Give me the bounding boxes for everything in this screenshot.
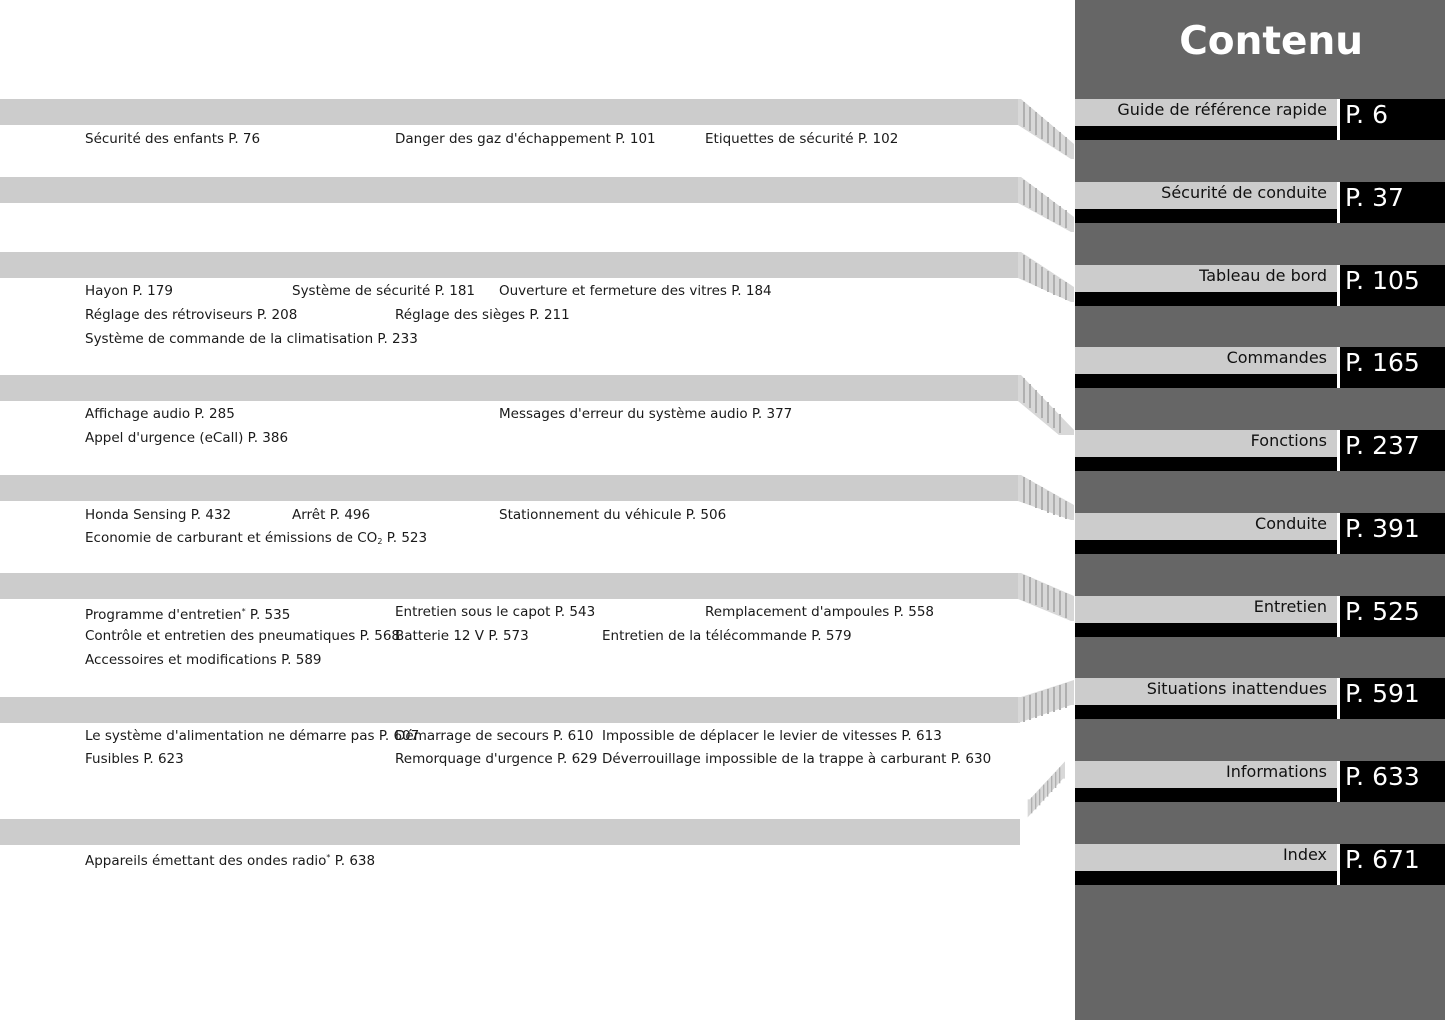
chapter-tab-informations[interactable]: [1075, 761, 1445, 802]
toc-link[interactable]: Stationnement du véhicule P. 506: [499, 507, 727, 523]
toc-link[interactable]: Contrôle et entretien des pneumatiques P. 568: [85, 628, 400, 644]
toc-link[interactable]: Affichage audio P. 285: [85, 406, 235, 422]
chapter-tab-label: Situations inattendues: [1075, 678, 1337, 705]
section-band-5: [0, 475, 1020, 501]
chapter-tab-conduite[interactable]: [1075, 513, 1445, 554]
chapter-tab-index[interactable]: [1075, 844, 1445, 885]
chapter-tab-label: Tableau de bord: [1075, 265, 1337, 292]
toc-link[interactable]: Démarrage de secours P. 610: [395, 728, 594, 744]
chapter-tab-page: P. 591: [1337, 678, 1445, 719]
toc-link[interactable]: Entretien sous le capot P. 543: [395, 604, 596, 620]
toc-link[interactable]: Programme d'entretien* P. 535: [85, 607, 291, 623]
connector-4: [1018, 375, 1076, 435]
chapter-tab-page: P. 525: [1337, 596, 1445, 637]
section-band-4: [0, 375, 1020, 401]
toc-link[interactable]: Système de sécurité P. 181: [292, 283, 476, 299]
toc-link[interactable]: Remorquage d'urgence P. 629: [395, 751, 598, 767]
chapter-tab-label: Guide de référence rapide: [1075, 99, 1337, 126]
chapter-tab-label: Commandes: [1075, 347, 1337, 374]
toc-link[interactable]: Batterie 12 V P. 573: [395, 628, 529, 644]
chapter-tab-page: P. 37: [1337, 182, 1445, 223]
toc-link[interactable]: Economie de carburant et émissions de $CO_2$ P. 523: [85, 530, 428, 546]
toc-link[interactable]: Danger des gaz d'échappement P. 101: [395, 131, 656, 147]
chapter-tab-label: Informations: [1075, 761, 1337, 788]
section-band-2: [0, 177, 1020, 203]
section-band-6: [0, 573, 1020, 599]
chapter-tab-fonctions[interactable]: [1075, 430, 1445, 471]
toc-link[interactable]: Remplacement d'ampoules P. 558: [705, 604, 935, 620]
toc-link[interactable]: Le système d'alimentation ne démarre pas P. 607: [85, 728, 420, 744]
toc-link[interactable]: Déverrouillage impossible de la trappe à carburant P. 630: [602, 751, 992, 767]
chapter-tab-guide-reference-rapide[interactable]: [1075, 99, 1445, 140]
section-band-3: [0, 252, 1020, 278]
connector-7: [1018, 670, 1076, 730]
toc-link[interactable]: Hayon P. 179: [85, 283, 173, 299]
connector-5: [1018, 475, 1076, 535]
connector-6: [1018, 573, 1076, 633]
connector-3: [1018, 252, 1076, 312]
section-band-1: [0, 99, 1020, 125]
connector-8: [1018, 760, 1076, 820]
toc-link[interactable]: Impossible de déplacer le levier de vitesses P. 613: [602, 728, 942, 744]
chapter-tab-label: Index: [1075, 844, 1337, 871]
chapter-tab-securite-conduite[interactable]: [1075, 182, 1445, 223]
chapter-tab-page: P. 105: [1337, 265, 1445, 306]
toc-link[interactable]: Messages d'erreur du système audio P. 377: [499, 406, 793, 422]
chapter-tab-situations-inattendues[interactable]: [1075, 678, 1445, 719]
toc-link[interactable]: Ouverture et fermeture des vitres P. 184: [499, 283, 772, 299]
chapter-tab-page: P. 633: [1337, 761, 1445, 802]
chapter-tab-page: P. 671: [1337, 844, 1445, 885]
toc-link[interactable]: Arrêt P. 496: [292, 507, 371, 523]
toc-link[interactable]: Système de commande de la climatisation P. 233: [85, 331, 418, 347]
toc-link[interactable]: Appareils émettant des ondes radio* P. 638: [85, 853, 376, 869]
section-band-8: [0, 819, 1020, 845]
toc-link[interactable]: Réglage des rétroviseurs P. 208: [85, 307, 298, 323]
connector-2: [1018, 177, 1076, 237]
toc-link[interactable]: Fusibles P. 623: [85, 751, 184, 767]
toc-link[interactable]: Sécurité des enfants P. 76: [85, 131, 261, 147]
section-band-7: [0, 697, 1020, 723]
chapter-tab-page: P. 237: [1337, 430, 1445, 471]
toc-link[interactable]: Accessoires et modifications P. 589: [85, 652, 322, 668]
toc-link[interactable]: Appel d'urgence (eCall) P. 386: [85, 430, 289, 446]
chapter-tab-page: P. 165: [1337, 347, 1445, 388]
chapter-tab-tableau-de-bord[interactable]: [1075, 265, 1445, 306]
chapter-tab-entretien[interactable]: [1075, 596, 1445, 637]
chapter-tab-label: Entretien: [1075, 596, 1337, 623]
chapter-tab-label: Sécurité de conduite: [1075, 182, 1337, 209]
chapter-tab-label: Fonctions: [1075, 430, 1337, 457]
chapter-tab-commandes[interactable]: [1075, 347, 1445, 388]
chapter-tab-label: Conduite: [1075, 513, 1337, 540]
chapter-tab-page: P. 391: [1337, 513, 1445, 554]
toc-link[interactable]: Honda Sensing P. 432: [85, 507, 232, 523]
connector-1: [1018, 99, 1076, 159]
toc-link[interactable]: Réglage des sièges P. 211: [395, 307, 570, 323]
toc-link[interactable]: Etiquettes de sécurité P. 102: [705, 131, 899, 147]
page-title: Contenu: [1179, 19, 1363, 64]
chapter-tab-page: P. 6: [1337, 99, 1445, 140]
toc-link[interactable]: Entretien de la télécommande P. 579: [602, 628, 852, 644]
